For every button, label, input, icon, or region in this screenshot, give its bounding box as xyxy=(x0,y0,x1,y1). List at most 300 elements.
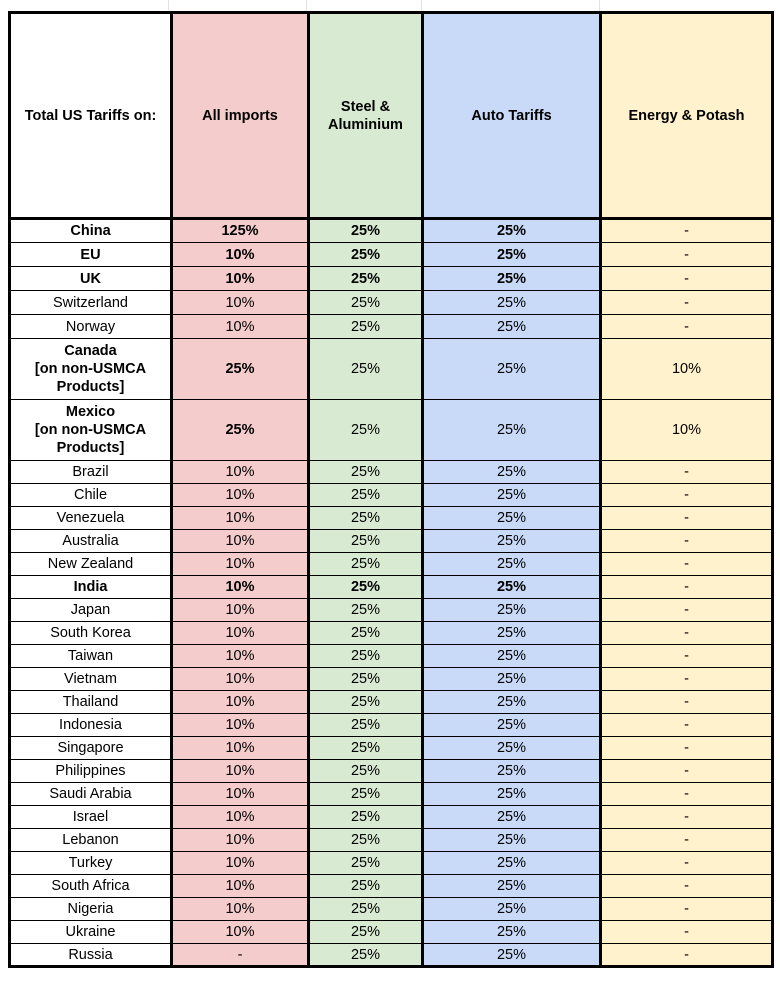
auto-cell[interactable] xyxy=(423,668,601,691)
auto-value: 25% xyxy=(496,855,527,871)
energy-value: - xyxy=(684,510,689,526)
steel-cell[interactable] xyxy=(309,291,423,315)
auto-value: 25% xyxy=(496,786,527,802)
steel-cell[interactable] xyxy=(309,898,423,921)
country-label: New Zealand xyxy=(47,556,134,572)
energy-value: - xyxy=(684,924,689,940)
auto-cell[interactable] xyxy=(423,806,601,829)
all-imports-cell[interactable] xyxy=(172,243,309,267)
header-all-imports: All imports xyxy=(202,107,278,124)
header-row xyxy=(10,13,773,219)
all-value: 10% xyxy=(225,763,255,779)
steel-value: 25% xyxy=(350,855,381,871)
steel-value: 25% xyxy=(350,809,381,825)
country-label: [on non-USMCA xyxy=(34,361,147,377)
country-cell[interactable] xyxy=(10,461,172,484)
all-value: 10% xyxy=(225,809,255,825)
country-cell[interactable] xyxy=(10,219,172,243)
auto-cell[interactable] xyxy=(423,921,601,944)
country-cell[interactable] xyxy=(10,530,172,553)
all-value: 10% xyxy=(225,510,255,526)
all-imports-cell[interactable] xyxy=(172,645,309,668)
steel-value: 25% xyxy=(350,832,381,848)
all-value: 10% xyxy=(225,556,255,572)
all-imports-cell[interactable] xyxy=(172,219,309,243)
auto-cell[interactable] xyxy=(423,622,601,645)
energy-cell[interactable] xyxy=(601,668,773,691)
all-value: 10% xyxy=(225,717,255,733)
country-label: South Korea xyxy=(50,625,131,641)
all-value: 10% xyxy=(225,901,255,917)
auto-cell[interactable] xyxy=(423,645,601,668)
country-label: China xyxy=(70,223,111,239)
country-cell[interactable] xyxy=(10,599,172,622)
all-value: 10% xyxy=(225,671,255,687)
energy-cell[interactable] xyxy=(601,219,773,243)
country-cell[interactable] xyxy=(10,806,172,829)
steel-value: 25% xyxy=(350,246,381,263)
table-row xyxy=(10,291,773,315)
all-value: 10% xyxy=(225,924,255,940)
energy-cell[interactable] xyxy=(601,267,773,291)
all-imports-cell[interactable] xyxy=(172,461,309,484)
steel-cell[interactable] xyxy=(309,339,423,400)
auto-value: 25% xyxy=(496,533,527,549)
all-imports-cell[interactable] xyxy=(172,291,309,315)
auto-cell[interactable] xyxy=(423,852,601,875)
country-label: Mexico xyxy=(65,404,116,420)
steel-cell[interactable] xyxy=(309,599,423,622)
all-value: 10% xyxy=(225,625,255,641)
auto-value: 25% xyxy=(496,671,527,687)
all-value: 10% xyxy=(225,694,255,710)
energy-cell[interactable] xyxy=(601,599,773,622)
energy-value: - xyxy=(684,878,689,894)
table-row xyxy=(10,921,773,944)
auto-cell[interactable] xyxy=(423,576,601,599)
energy-value: - xyxy=(684,786,689,802)
energy-cell[interactable] xyxy=(601,576,773,599)
energy-cell[interactable] xyxy=(601,806,773,829)
energy-cell[interactable] xyxy=(601,714,773,737)
all-imports-cell[interactable] xyxy=(172,852,309,875)
auto-cell[interactable] xyxy=(423,267,601,291)
auto-cell[interactable] xyxy=(423,243,601,267)
steel-value: 25% xyxy=(350,648,381,664)
header-steel-cell[interactable] xyxy=(309,13,423,219)
table-row xyxy=(10,691,773,714)
table-row xyxy=(10,507,773,530)
country-cell[interactable] xyxy=(10,898,172,921)
grid-line xyxy=(168,0,169,11)
all-imports-cell[interactable] xyxy=(172,898,309,921)
country-label: Saudi Arabia xyxy=(49,786,132,802)
country-cell[interactable] xyxy=(10,267,172,291)
energy-value: - xyxy=(684,694,689,710)
auto-cell[interactable] xyxy=(423,829,601,852)
steel-cell[interactable] xyxy=(309,714,423,737)
energy-cell[interactable] xyxy=(601,507,773,530)
header-energy-cell[interactable] xyxy=(601,13,773,219)
table-row xyxy=(10,760,773,783)
all-imports-cell[interactable] xyxy=(172,737,309,760)
steel-cell[interactable] xyxy=(309,829,423,852)
table-row xyxy=(10,714,773,737)
header-steel-line1: Steel & xyxy=(340,98,391,115)
all-value: 10% xyxy=(225,786,255,802)
table-row xyxy=(10,622,773,645)
steel-cell[interactable] xyxy=(309,553,423,576)
all-imports-cell[interactable] xyxy=(172,760,309,783)
steel-cell[interactable] xyxy=(309,806,423,829)
steel-value: 25% xyxy=(350,510,381,526)
table-row xyxy=(10,243,773,267)
energy-cell[interactable] xyxy=(601,530,773,553)
auto-value: 25% xyxy=(496,602,527,618)
table-row xyxy=(10,783,773,806)
steel-value: 25% xyxy=(350,318,381,335)
all-value: 10% xyxy=(225,246,255,263)
all-value: 10% xyxy=(225,318,255,335)
steel-cell[interactable] xyxy=(309,530,423,553)
energy-cell[interactable] xyxy=(601,921,773,944)
all-imports-cell[interactable] xyxy=(172,553,309,576)
steel-cell[interactable] xyxy=(309,400,423,461)
all-value: 10% xyxy=(225,832,255,848)
country-cell[interactable] xyxy=(10,760,172,783)
country-cell[interactable] xyxy=(10,645,172,668)
energy-value: 10% xyxy=(671,422,702,438)
country-label: Russia xyxy=(68,946,113,963)
country-cell[interactable] xyxy=(10,737,172,760)
grid-line xyxy=(421,0,422,11)
energy-value: - xyxy=(684,556,689,572)
steel-value: 25% xyxy=(350,786,381,802)
country-cell[interactable] xyxy=(10,243,172,267)
table-row xyxy=(10,576,773,599)
country-label: [on non-USMCA xyxy=(34,422,147,438)
country-cell[interactable] xyxy=(10,691,172,714)
auto-cell[interactable] xyxy=(423,944,601,967)
auto-value: 25% xyxy=(496,556,527,572)
table-row xyxy=(10,737,773,760)
steel-value: 25% xyxy=(350,901,381,917)
all-imports-cell[interactable] xyxy=(172,714,309,737)
energy-cell[interactable] xyxy=(601,339,773,400)
steel-cell[interactable] xyxy=(309,267,423,291)
auto-cell[interactable] xyxy=(423,691,601,714)
energy-value: - xyxy=(684,625,689,641)
auto-cell[interactable] xyxy=(423,291,601,315)
auto-cell[interactable] xyxy=(423,898,601,921)
energy-cell[interactable] xyxy=(601,875,773,898)
auto-cell[interactable] xyxy=(423,400,601,461)
table-row xyxy=(10,339,773,400)
all-imports-cell[interactable] xyxy=(172,783,309,806)
steel-value: 25% xyxy=(350,361,381,377)
steel-value: 25% xyxy=(350,579,381,595)
country-cell[interactable] xyxy=(10,484,172,507)
energy-value: - xyxy=(684,855,689,871)
all-value: 125% xyxy=(221,223,259,239)
country-cell[interactable] xyxy=(10,852,172,875)
steel-cell[interactable] xyxy=(309,576,423,599)
country-label: Switzerland xyxy=(53,294,128,311)
all-imports-cell[interactable] xyxy=(172,875,309,898)
steel-value: 25% xyxy=(350,464,381,480)
steel-value: 25% xyxy=(350,694,381,710)
country-label: India xyxy=(73,579,108,595)
country-cell[interactable] xyxy=(10,944,172,967)
energy-cell[interactable] xyxy=(601,400,773,461)
energy-value: - xyxy=(684,901,689,917)
auto-value: 25% xyxy=(496,694,527,710)
auto-cell[interactable] xyxy=(423,339,601,400)
all-imports-cell[interactable] xyxy=(172,484,309,507)
auto-value: 25% xyxy=(496,270,527,287)
energy-value: 10% xyxy=(671,361,702,377)
table-row xyxy=(10,645,773,668)
country-cell[interactable] xyxy=(10,622,172,645)
all-value: - xyxy=(237,946,243,963)
auto-cell[interactable] xyxy=(423,507,601,530)
energy-value: - xyxy=(684,270,689,287)
all-value: 25% xyxy=(225,361,255,377)
header-label: Total US Tariffs on: xyxy=(24,107,157,124)
steel-cell[interactable] xyxy=(309,243,423,267)
country-label: Turkey xyxy=(68,855,113,871)
header-energy: Energy & Potash xyxy=(628,107,745,124)
auto-value: 25% xyxy=(496,223,527,239)
table-row xyxy=(10,829,773,852)
all-imports-cell[interactable] xyxy=(172,339,309,400)
all-imports-cell[interactable] xyxy=(172,315,309,339)
header-all-imports-cell[interactable] xyxy=(172,13,309,219)
energy-cell[interactable] xyxy=(601,645,773,668)
auto-cell[interactable] xyxy=(423,553,601,576)
country-cell[interactable] xyxy=(10,829,172,852)
steel-value: 25% xyxy=(350,602,381,618)
all-imports-cell[interactable] xyxy=(172,944,309,967)
steel-cell[interactable] xyxy=(309,944,423,967)
all-imports-cell[interactable] xyxy=(172,507,309,530)
all-value: 10% xyxy=(225,270,255,287)
steel-cell[interactable] xyxy=(309,645,423,668)
country-label: Philippines xyxy=(55,763,126,779)
energy-value: - xyxy=(684,602,689,618)
energy-value: - xyxy=(684,946,689,963)
steel-cell[interactable] xyxy=(309,737,423,760)
header-label-cell[interactable] xyxy=(10,13,172,219)
energy-value: - xyxy=(684,533,689,549)
steel-cell[interactable] xyxy=(309,760,423,783)
auto-value: 25% xyxy=(496,832,527,848)
energy-cell[interactable] xyxy=(601,691,773,714)
all-imports-cell[interactable] xyxy=(172,622,309,645)
energy-value: - xyxy=(684,809,689,825)
table-row xyxy=(10,484,773,507)
energy-cell[interactable] xyxy=(601,737,773,760)
steel-cell[interactable] xyxy=(309,622,423,645)
auto-value: 25% xyxy=(496,487,527,503)
auto-cell[interactable] xyxy=(423,484,601,507)
auto-cell[interactable] xyxy=(423,530,601,553)
steel-cell[interactable] xyxy=(309,461,423,484)
auto-cell[interactable] xyxy=(423,315,601,339)
steel-value: 25% xyxy=(350,946,381,963)
steel-value: 25% xyxy=(350,294,381,311)
country-cell[interactable] xyxy=(10,921,172,944)
auto-value: 25% xyxy=(496,740,527,756)
energy-cell[interactable] xyxy=(601,484,773,507)
auto-cell[interactable] xyxy=(423,760,601,783)
energy-cell[interactable] xyxy=(601,783,773,806)
tariff-table xyxy=(8,11,774,968)
auto-value: 25% xyxy=(496,464,527,480)
auto-cell[interactable] xyxy=(423,875,601,898)
auto-value: 25% xyxy=(496,510,527,526)
auto-cell[interactable] xyxy=(423,714,601,737)
energy-cell[interactable] xyxy=(601,944,773,967)
auto-value: 25% xyxy=(496,361,527,377)
energy-cell[interactable] xyxy=(601,622,773,645)
auto-cell[interactable] xyxy=(423,783,601,806)
auto-cell[interactable] xyxy=(423,461,601,484)
energy-value: - xyxy=(684,223,689,239)
country-label: Singapore xyxy=(57,740,124,756)
steel-cell[interactable] xyxy=(309,691,423,714)
all-value: 10% xyxy=(225,533,255,549)
country-cell[interactable] xyxy=(10,507,172,530)
steel-cell[interactable] xyxy=(309,484,423,507)
country-label: Vietnam xyxy=(64,671,117,687)
grid-line xyxy=(599,0,600,11)
header-auto-cell[interactable] xyxy=(423,13,601,219)
energy-value: - xyxy=(684,246,689,263)
steel-value: 25% xyxy=(350,740,381,756)
energy-value: - xyxy=(684,671,689,687)
steel-value: 25% xyxy=(350,533,381,549)
all-imports-cell[interactable] xyxy=(172,921,309,944)
steel-value: 25% xyxy=(350,763,381,779)
table-row xyxy=(10,400,773,461)
country-cell[interactable] xyxy=(10,783,172,806)
auto-cell[interactable] xyxy=(423,219,601,243)
steel-cell[interactable] xyxy=(309,852,423,875)
steel-cell[interactable] xyxy=(309,668,423,691)
energy-cell[interactable] xyxy=(601,852,773,875)
country-label: Chile xyxy=(73,487,108,503)
all-value: 10% xyxy=(225,648,255,664)
country-label: Lebanon xyxy=(62,832,119,848)
table-row xyxy=(10,875,773,898)
energy-cell[interactable] xyxy=(601,898,773,921)
all-imports-cell[interactable] xyxy=(172,400,309,461)
country-cell[interactable] xyxy=(10,339,172,400)
all-imports-cell[interactable] xyxy=(172,267,309,291)
energy-cell[interactable] xyxy=(601,829,773,852)
country-label: South Africa xyxy=(51,878,130,894)
steel-cell[interactable] xyxy=(309,921,423,944)
steel-value: 25% xyxy=(350,924,381,940)
energy-cell[interactable] xyxy=(601,553,773,576)
table-row xyxy=(10,806,773,829)
country-label: Ukraine xyxy=(65,924,116,940)
auto-value: 25% xyxy=(496,901,527,917)
table-row xyxy=(10,553,773,576)
country-cell[interactable] xyxy=(10,400,172,461)
table-row xyxy=(10,599,773,622)
steel-cell[interactable] xyxy=(309,315,423,339)
auto-value: 25% xyxy=(496,318,527,335)
country-label: UK xyxy=(80,270,101,287)
steel-cell[interactable] xyxy=(309,507,423,530)
country-cell[interactable] xyxy=(10,315,172,339)
country-cell[interactable] xyxy=(10,576,172,599)
energy-value: - xyxy=(684,318,689,335)
energy-value: - xyxy=(684,487,689,503)
all-imports-cell[interactable] xyxy=(172,599,309,622)
steel-value: 25% xyxy=(350,223,381,239)
auto-value: 25% xyxy=(496,717,527,733)
all-value: 10% xyxy=(225,487,255,503)
country-cell[interactable] xyxy=(10,714,172,737)
all-value: 25% xyxy=(225,422,255,438)
country-cell[interactable] xyxy=(10,668,172,691)
all-imports-cell[interactable] xyxy=(172,806,309,829)
auto-value: 25% xyxy=(496,422,527,438)
country-label: Products] xyxy=(56,379,125,395)
all-imports-cell[interactable] xyxy=(172,691,309,714)
auto-value: 25% xyxy=(496,579,527,595)
country-cell[interactable] xyxy=(10,553,172,576)
energy-cell[interactable] xyxy=(601,760,773,783)
all-imports-cell[interactable] xyxy=(172,668,309,691)
country-label: Canada xyxy=(64,343,117,359)
energy-value: - xyxy=(684,294,689,311)
energy-cell[interactable] xyxy=(601,243,773,267)
steel-value: 25% xyxy=(350,270,381,287)
all-value: 10% xyxy=(225,579,255,595)
steel-cell[interactable] xyxy=(309,219,423,243)
energy-cell[interactable] xyxy=(601,315,773,339)
auto-value: 25% xyxy=(496,763,527,779)
steel-cell[interactable] xyxy=(309,783,423,806)
country-label: Indonesia xyxy=(59,717,122,733)
energy-cell[interactable] xyxy=(601,461,773,484)
table-row xyxy=(10,668,773,691)
all-imports-cell[interactable] xyxy=(172,829,309,852)
all-imports-cell[interactable] xyxy=(172,576,309,599)
auto-value: 25% xyxy=(496,625,527,641)
auto-value: 25% xyxy=(496,809,527,825)
auto-cell[interactable] xyxy=(423,599,601,622)
energy-value: - xyxy=(684,763,689,779)
energy-cell[interactable] xyxy=(601,291,773,315)
country-cell[interactable] xyxy=(10,875,172,898)
country-cell[interactable] xyxy=(10,291,172,315)
steel-cell[interactable] xyxy=(309,875,423,898)
steel-value: 25% xyxy=(350,625,381,641)
country-label: Brazil xyxy=(72,464,109,480)
country-label: Israel xyxy=(72,809,109,825)
auto-value: 25% xyxy=(496,946,527,963)
all-imports-cell[interactable] xyxy=(172,530,309,553)
table-row xyxy=(10,530,773,553)
auto-value: 25% xyxy=(496,246,527,263)
auto-cell[interactable] xyxy=(423,737,601,760)
energy-value: - xyxy=(684,464,689,480)
